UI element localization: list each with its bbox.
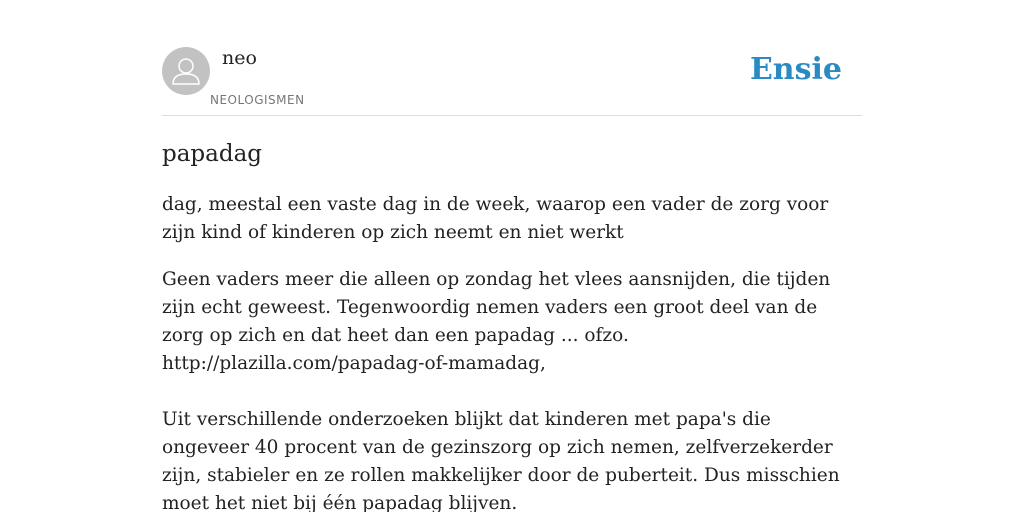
author-username[interactable]: neo — [222, 47, 257, 69]
category-link[interactable]: NEOLOGISMEN — [210, 93, 305, 107]
header-divider — [162, 115, 862, 116]
entry-example: Geen vaders meer die alleen op zondag het vlees aansnijden, die tijden zijn echt geweest. Tegenwoordig nemen vaders een groot deel van de zorg op zich en dat heet dan een papadag ... ofzo. http://plazilla.com/papadag-of-mamadag, Uit verschillende onderzoeken blijkt dat kinderen met papa's die ongeveer 40 procent van de gezinszorg op zich nemen, zelfverzekerder zijn, stabieler en ze rollen makkelijker door de puberteit. Dus misschien moet het niet bij één papadag blijven. — [162, 269, 840, 512]
brand-logo[interactable]: Ensie — [749, 52, 842, 87]
entry-definition: dag, meestal een vaste dag in de week, waarop een vader de zorg voor zijn kind of kinderen op zich neemt en niet werkt — [162, 194, 829, 243]
entry-title: papadag — [162, 141, 263, 167]
entry-content — [162, 138, 862, 512]
entry-header — [162, 47, 862, 115]
user-avatar-icon[interactable] — [162, 47, 210, 95]
